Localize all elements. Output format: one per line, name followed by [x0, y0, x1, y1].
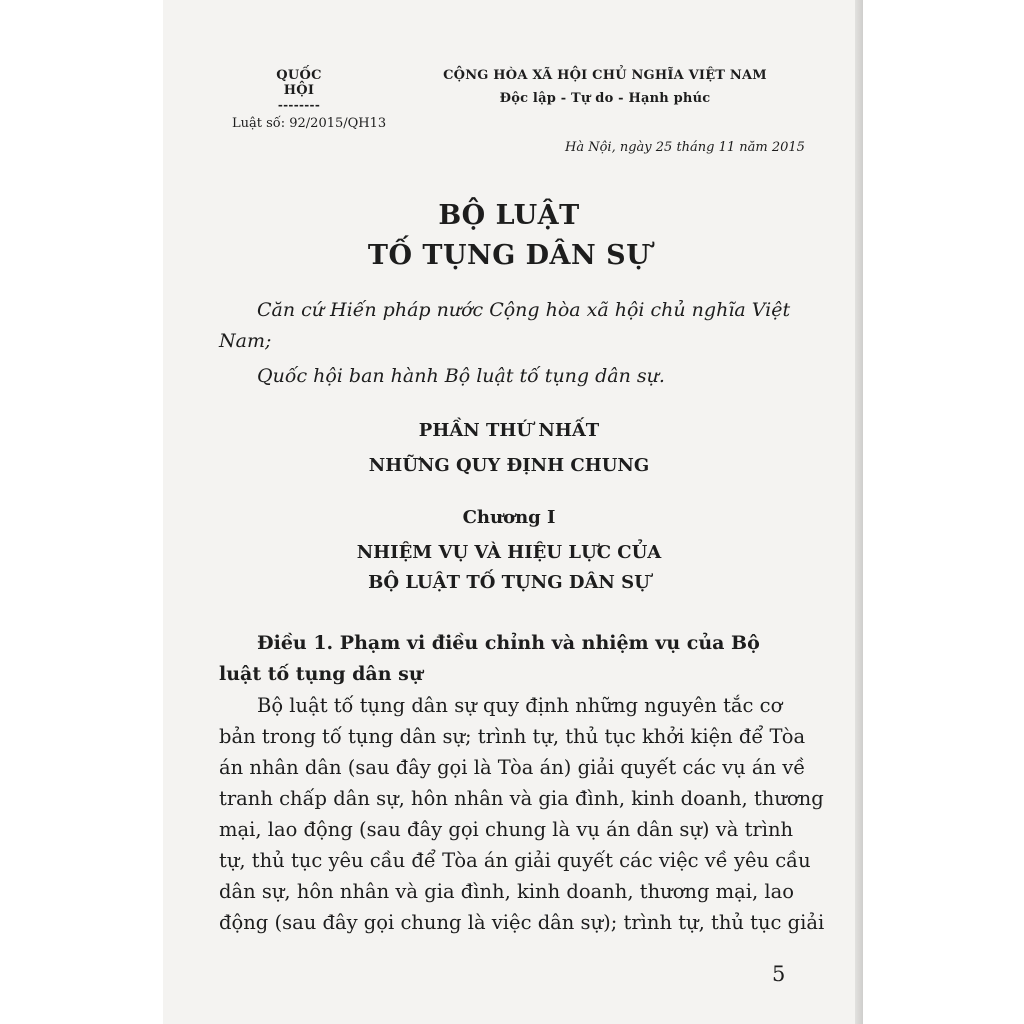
- article-title-line2: luật tố tụng dân sự: [219, 663, 423, 685]
- national-heading: [430, 68, 780, 106]
- article-title: [219, 628, 804, 690]
- issuing-body-name: QUỐC HỘI: [276, 68, 322, 98]
- preamble-line1: Căn cứ Hiến pháp nước Cộng hòa xã hội chủ nghĩa Việt: [257, 299, 791, 321]
- chapter-label: Chương I: [462, 507, 556, 528]
- preamble-line2: Nam;: [219, 330, 272, 352]
- page-edge: [855, 0, 863, 1024]
- body-line: Bộ luật tố tụng dân sự quy định những nguyên tắc cơ: [257, 694, 783, 717]
- body-line: động (sau đây gọi chung là việc dân sự); trình tự, thủ tục giải: [219, 911, 825, 934]
- national-motto: Độc lập - Tự do - Hạnh phúc: [499, 91, 711, 106]
- country-name: CỘNG HÒA XÃ HỘI CHỦ NGHĨA VIỆT NAM: [443, 68, 767, 83]
- issue-date: Hà Nội, ngày 25 tháng 11 năm 2015: [565, 140, 805, 155]
- body-line: dân sự, hôn nhân và gia đình, kinh doanh, thương mại, lao: [219, 880, 795, 903]
- body-line: bản trong tố tụng dân sự; trình tự, thủ tục khởi kiện để Tòa: [219, 725, 806, 748]
- chapter-name-line1: NHIỆM VỤ VÀ HIỆU LỰC CỦA: [356, 542, 662, 563]
- page-number: 5: [772, 962, 786, 986]
- body-line: án nhân dân (sau đây gọi là Tòa án) giải quyết các vụ án về: [219, 756, 806, 779]
- body-line: tự, thủ tục yêu cầu để Tòa án giải quyết các việc về yêu cầu: [219, 849, 811, 872]
- preamble-enactment: Quốc hội ban hành Bộ luật tố tụng dân sự.: [257, 365, 665, 387]
- part-label: PHẦN THỨ NHẤT: [418, 420, 600, 441]
- body-line: mại, lao động (sau đây gọi chung là vụ án dân sự) và trình: [219, 818, 794, 841]
- law-number: Luật số: 92/2015/QH13: [232, 116, 387, 131]
- document-title-line2: TỐ TỤNG DÂN SỰ: [367, 240, 651, 271]
- document-title-line1: BỘ LUẬT: [438, 200, 580, 231]
- issuing-body: [264, 68, 334, 110]
- separator-dash: --------: [277, 98, 321, 112]
- chapter-name-line2: BỘ LUẬT TỐ TỤNG DÂN SỰ: [368, 572, 650, 593]
- body-line: tranh chấp dân sự, hôn nhân và gia đình, kinh doanh, thương: [219, 787, 824, 810]
- part-name: NHỮNG QUY ĐỊNH CHUNG: [368, 455, 650, 476]
- article-title-line1: Điều 1. Phạm vi điều chỉnh và nhiệm vụ của Bộ: [257, 632, 760, 654]
- article-body: [219, 690, 825, 938]
